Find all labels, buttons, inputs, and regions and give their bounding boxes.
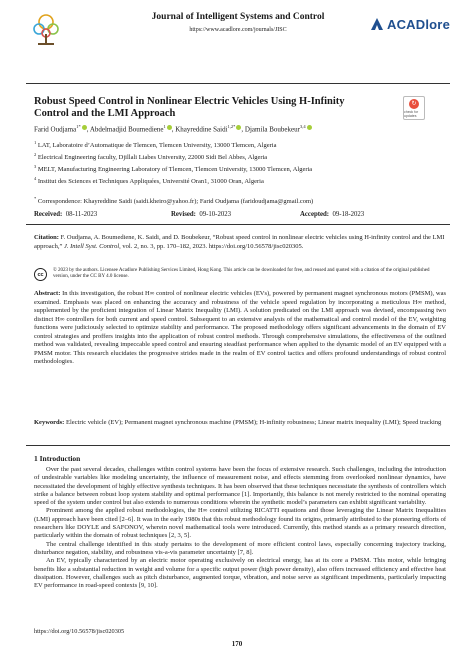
author-sup: 1,2*: [227, 124, 236, 129]
keywords: Keywords: Electric vehicle (EV); Permanent magnet synchronous machine (PMSM); H-infinity robustness; Linear matrix inequality (LMI); Speed tracking: [34, 419, 442, 426]
check-updates-badge[interactable]: [403, 96, 425, 120]
affiliation: $^1$ LAT, Laboratoire d’Automatique de Tlemcen, Tlemcen University, 13000 Tlemcen, Algeria: [34, 140, 277, 150]
correspondence: * Correspondence: Khayreddine Saidi (saidi.kheiro@yahoo.fr); Farid Oudjama (faridoudjama@gmail.com): [34, 196, 314, 206]
publisher-name: ACADlore: [387, 16, 450, 32]
author-sup: 3,4: [299, 124, 306, 129]
author-name: Abdelmadjid Boumediene: [89, 125, 164, 134]
author-sup: 1: [163, 124, 166, 129]
journal-header: [26, 6, 450, 56]
affiliations: [34, 138, 454, 187]
accepted-date: Accepted: 09-18-2023: [300, 211, 365, 218]
received-date: Received: 08-11-2023: [34, 211, 98, 218]
abstract: Abstract: In this investigation, the robust H∞ control of nonlinear electric vehicles (EVs), powered by permanent magnet synchronous motors (PMSM), was examined. Emphasis was placed on enhancing the accuracy and robustness of the vehicle speed regulation by incorporating a meticulous H∞ method, supplemented by the proficient integration of Linear Matrix Inequality (LMI). A solution predicated on the LMI approach was devised, encompassing two distinct H∞ controllers for both current and speed control. Subsequent to an extensive analysis of the mathematical and control model of the EV, weighting functions were judiciously selected to optimize stability and performance. The proposed methodology offers significant advancements in the domain of EV control strategies and proffers insights into the application of robust control methods. Through comprehensive simulations, the effectiveness of the outlined method was validated, revealing impeccable speed control and ensuring steadfast performance when applied to the dynamic model of an EV equipped with a PMSM motor. This research elucidates the progressive strides made in the realm of EV control tactics and offers profound understandings of robust control methodologies.: [34, 290, 446, 365]
paragraph: An EV, typically characterized by an electric motor operating exclusively on electrical energy, has at its core a PMSM. This motor, while bringing benefits like a substantial reduction in weight and volume for a specific output power (high power density), also offers increased efficiency and effective heat dissipation. However, challenges such as pitch disturbance, augmented torque, vibration, and noise serve as significant impediments, particularly impacting EV performance in road-speed contexts [9, 10].: [34, 557, 446, 590]
paragraph: Prominent among the applied robust methodologies, the H∞ control utilizing RICATTI equations and those leveraging the Linear Matrix Inequalities (LMI) approach have been cited [2–6]. It was in the early 1980s that this robust methodology found its origins, primarily attributed to the pioneering efforts of researchers like DOYLE and SAFONOV, wherein novel mathematical tools were introduced. Currently, this method stands as a primary research direction, particularly within the domain of robust techniques [2, 3, 5].: [34, 507, 446, 540]
author-name: Khayreddine Saidi: [175, 125, 228, 134]
paper-title: Robust Speed Control in Nonlinear Electric Vehicles Using H-Infinity Control and the LMI Approach: [34, 96, 345, 119]
dates-row: [34, 211, 444, 218]
section-title: 1 Introduction: [34, 454, 81, 463]
page-number: 170: [231, 640, 243, 648]
affiliation: $^2$ Electrical Engineering faculty, Djillali Liabes University, 22000 Sidi Bel Abbes, Algeria: [34, 152, 268, 162]
citation: Citation: F. Oudjama, A. Boumediene, K. Saidi, and D. Boubekeur, “Robust speed control in nonlinear electric vehicles using H-infinity control and the LMI approach,” J. Intell Syst. Control, vol. 2, no. 3, pp. 170–182, 2023. https://doi.org/10.56578/jisc020305.: [34, 234, 445, 250]
publisher-logo: [369, 16, 450, 32]
author-list: Farid Oudjama$^{1*}$ , Abdelmadjid Boumediene$^1$ , Khayreddine Saidi$^{1,2*}$ , Djamila Boubekeur$^{3,4}$: [34, 124, 454, 133]
paragraph: The central challenge identified in this study pertains to the development of more efficient control laws, especially concerning trajectory tracking, disturbance negation, stability, and robustness vis-a-vis parameter uncertainty [7, 8].: [34, 540, 446, 556]
creative-commons-icon[interactable]: cc: [34, 268, 47, 281]
dates-rule: [26, 224, 450, 225]
orcid-icon[interactable]: [236, 125, 241, 130]
publisher-mark-icon: [369, 16, 385, 32]
introduction-body: [34, 466, 446, 590]
check-updates-label: check for updates: [404, 109, 419, 118]
author-name: Farid Oudjama: [34, 125, 77, 134]
orcid-icon[interactable]: [167, 125, 172, 130]
affiliation: $^3$ MELT, Manufacturing Engineering Laboratory of Tlemcen, Tlemcen University, 13000 Tlemcen, Algeria: [34, 164, 313, 174]
refresh-icon: ↻: [409, 99, 419, 109]
orcid-icon[interactable]: [82, 125, 87, 130]
license-text: © 2023 by the authors. Licensee Acadlore Publishing Services Limited, Hong Kong. This article can be downloaded for free, and reused and quoted with a citation of the original published version, under the CC BY 4.0 license.: [53, 268, 430, 280]
author-sup: 1*: [76, 124, 81, 129]
orcid-icon[interactable]: [307, 125, 312, 130]
header-rule: [26, 83, 450, 84]
license-row: [34, 268, 446, 281]
affiliation: $^4$ Institut des Sciences et Techniques Appliquées, Université Oran1, 31000 Oran, Algeria: [34, 176, 264, 186]
journal-url[interactable]: https://www.acadlore.com/journals/JISC: [189, 27, 287, 33]
revised-date: Revised: 09-10-2023: [171, 211, 232, 218]
author-name: Djamila Boubekeur: [244, 125, 300, 134]
paragraph: Over the past several decades, challenges within control systems have been the focus of extensive research. Such challenges, including the introduction of undesirable variables like modeling uncertainty, the influence of measurement noise, and effects stemming from overlooked nonlinear dynamics, have necessitated the development of highly effective synthesis techniques. It has been observed that these techniques necessitate the synthesis of controllers which strike a balance between robust loop system stability and optimal performance [1]. Importantly, this balance is not merely restricted to the nominal operating speed of the system under control but also extends to numerous conditions wherein the synthetic model’s parameters can exhibit significant variability.: [34, 466, 446, 507]
journal-title: Journal of Intelligent Systems and Control: [151, 12, 325, 22]
keywords-rule: [26, 445, 450, 446]
doi-footer[interactable]: https://doi.org/10.56578/jisc020305: [34, 628, 125, 635]
